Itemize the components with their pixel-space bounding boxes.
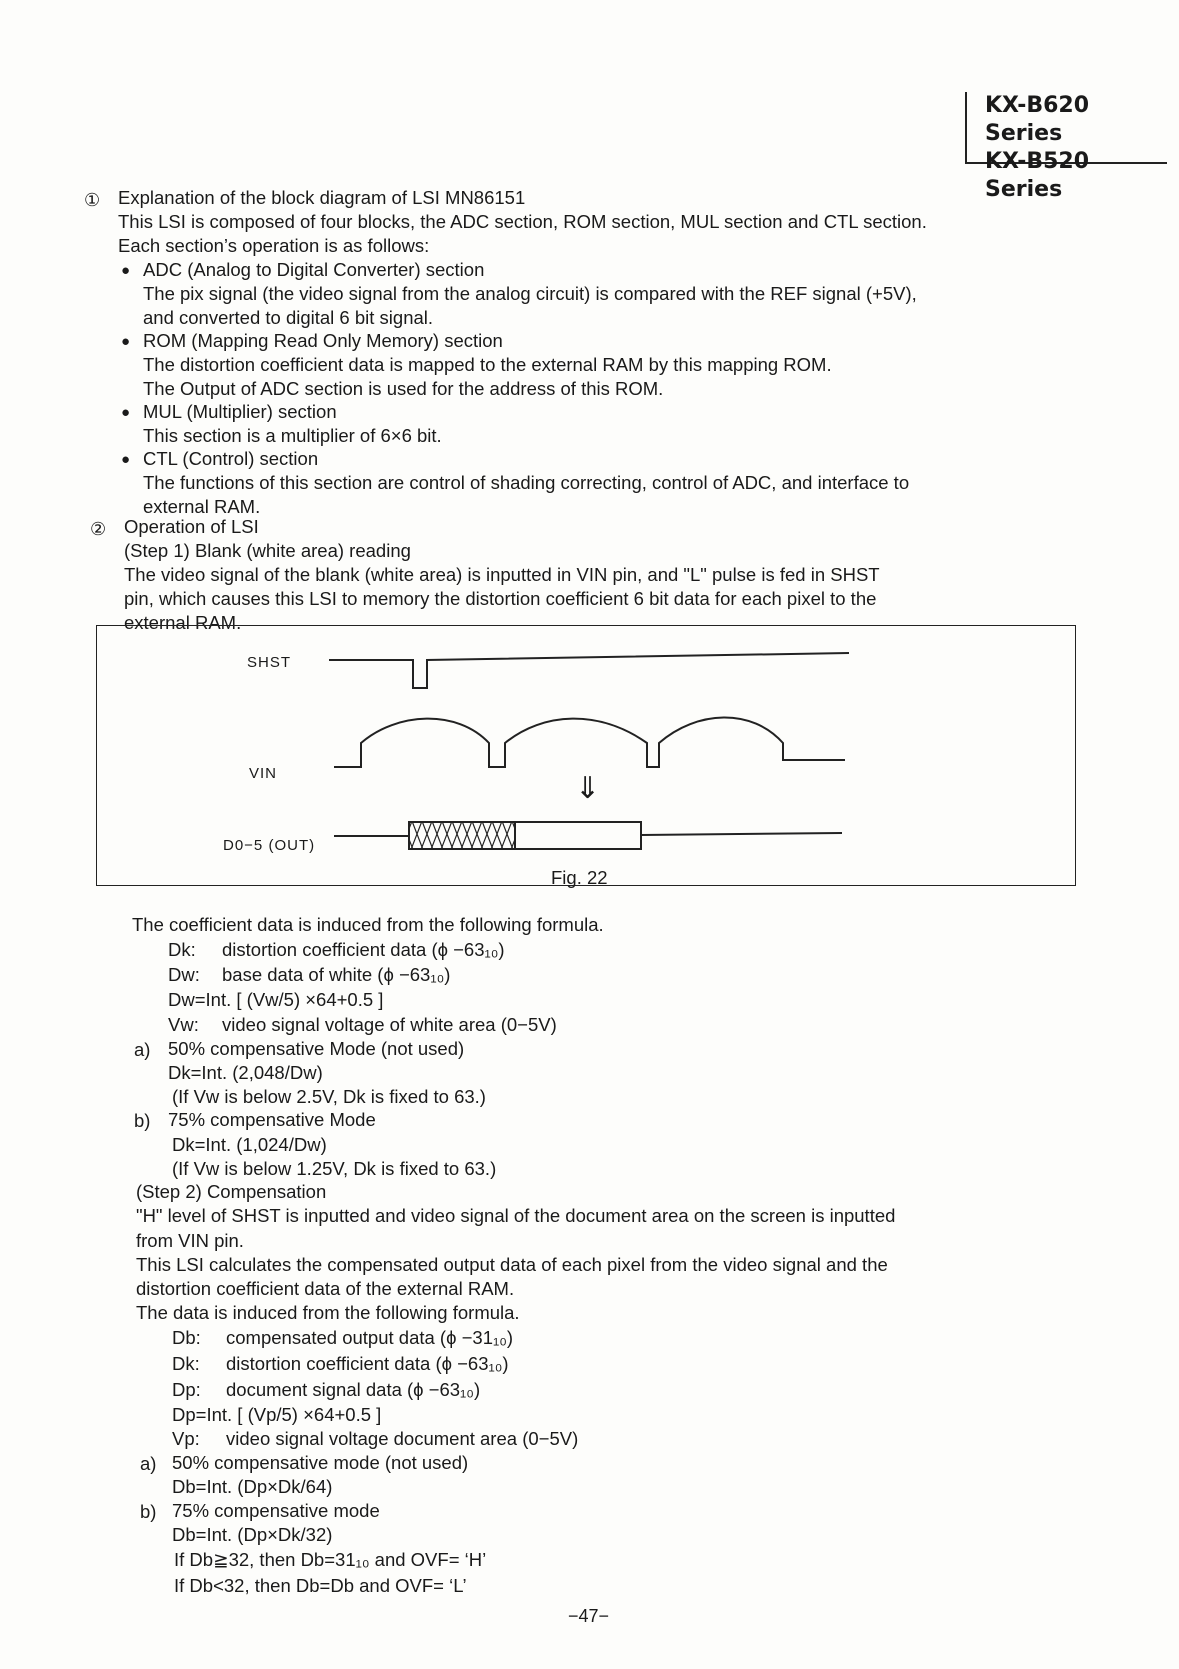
down-arrow-icon: ⇓ [575, 772, 601, 805]
bullet-mul: ● [121, 404, 131, 421]
step-1-line-1: The video signal of the blank (white area) is inputted in VIN pin, and "L" pulse is fed in SHST [124, 564, 880, 585]
section-1-title: Explanation of the block diagram of LSI MN86151 [118, 187, 526, 208]
mode2-a-label: a) [140, 1453, 157, 1474]
series-line-1: KX-B620 Series [985, 93, 1090, 146]
vw-symbol: Vw: [168, 1014, 199, 1035]
shst-waveform [329, 653, 849, 688]
mode-b-title: 75% compensative Mode [168, 1109, 376, 1130]
mode2-a-title: 50% compensative mode (not used) [172, 1452, 469, 1473]
step-2-line-2: from VIN pin. [136, 1230, 244, 1251]
step-1-line-3: external RAM. [124, 612, 242, 633]
mode2-b-condition-1: If Db≧32, then Db=31₁₀ and OVF= ‘H’ [174, 1549, 487, 1570]
series-header [965, 92, 1167, 202]
mode2-b-condition-2: If Db<32, then Db=Db and OVF= ‘L’ [174, 1575, 467, 1596]
step-1-line-2: pin, which causes this LSI to memory the distortion coefficient 6 bit data for each pixel to the [124, 588, 877, 609]
step-2-line-4: distortion coefficient data of the external RAM. [136, 1278, 515, 1299]
bullet-ctl: ● [121, 451, 131, 468]
series-line-2: KX-B520 Series [985, 149, 1090, 202]
mode-a-title: 50% compensative Mode (not used) [168, 1038, 465, 1059]
mode2-b-label: b) [140, 1501, 157, 1522]
vp-definition: video signal voltage document area (0−5V) [226, 1428, 579, 1449]
ctl-line-2: external RAM. [143, 496, 261, 517]
formula1-intro: The coefficient data is induced from the following formula. [132, 914, 604, 935]
dw-symbol: Dw: [168, 964, 200, 985]
section-2-title: Operation of LSI [124, 516, 259, 537]
mul-title: MUL (Multiplier) section [143, 401, 337, 422]
adc-line-1: The pix signal (the video signal from the analog circuit) is compared with the REF signal (+5V), [143, 283, 917, 304]
mode-a-note: (If Vw is below 2.5V, Dk is fixed to 63.) [172, 1086, 486, 1107]
vin-waveform [334, 717, 845, 767]
mode2-b-formula: Db=Int. (Dp×Dk/32) [172, 1524, 333, 1545]
dk2-symbol: Dk: [172, 1353, 200, 1374]
bullet-adc: ● [121, 262, 131, 279]
dp-formula: Dp=Int. [ (Vp/5) ×64+0.5 ] [172, 1404, 382, 1425]
ctl-line-1: The functions of this section are control of shading correcting, control of ADC, and interface to [143, 472, 910, 493]
step-1-title: (Step 1) Blank (white area) reading [124, 540, 411, 561]
bullet-rom: ● [121, 333, 131, 350]
section-2-number: ② [90, 519, 107, 539]
adc-title: ADC (Analog to Digital Converter) section [143, 259, 485, 280]
vin-label: VIN [249, 765, 278, 782]
step-2-line-5: The data is induced from the following formula. [136, 1302, 520, 1323]
dp-symbol: Dp: [172, 1379, 201, 1400]
section-1-intro-2: Each section’s operation is as follows: [118, 235, 430, 256]
dk-symbol: Dk: [168, 939, 196, 960]
mode-a-label: a) [134, 1039, 151, 1060]
rom-line-1: The distortion coefficient data is mapped to the external RAM by this mapping ROM. [143, 354, 832, 375]
out-invalid-block [409, 822, 515, 849]
mode-b-label: b) [134, 1110, 151, 1131]
section-1-number: ① [84, 190, 101, 210]
dp-definition: document signal data (ϕ −63₁₀) [226, 1379, 481, 1400]
step-2-line-3: This LSI calculates the compensated output data of each pixel from the video signal and the [136, 1254, 888, 1275]
vp-symbol: Vp: [172, 1428, 200, 1449]
mode-b-note: (If Vw is below 1.25V, Dk is fixed to 63.) [172, 1158, 497, 1179]
mode2-b-title: 75% compensative mode [172, 1500, 380, 1521]
out-label: D0−5 (OUT) [223, 837, 316, 854]
rom-line-2: The Output of ADC section is used for the address of this ROM. [143, 378, 664, 399]
mode-b-formula: Dk=Int. (1,024/Dw) [172, 1134, 327, 1155]
out-valid-block [515, 822, 641, 849]
timing-diagram [96, 625, 1076, 886]
dw-formula: Dw=Int. [ (Vw/5) ×64+0.5 ] [168, 989, 384, 1010]
waveform-canvas [97, 626, 1075, 885]
dw-definition: base data of white (ϕ −63₁₀) [222, 964, 451, 985]
vw-definition: video signal voltage of white area (0−5V) [222, 1014, 557, 1035]
step-2-line-1: "H" level of SHST is inputted and video signal of the document area on the screen is inputted [136, 1205, 896, 1226]
db-symbol: Db: [172, 1327, 201, 1348]
section-1-intro-1: This LSI is composed of four blocks, the ADC section, ROM section, MUL section and CTL section. [118, 211, 927, 232]
db-definition: compensated output data (ϕ −31₁₀) [226, 1327, 514, 1348]
mode2-a-formula: Db=Int. (Dp×Dk/64) [172, 1476, 333, 1497]
page-number: −47− [568, 1606, 610, 1626]
rom-title: ROM (Mapping Read Only Memory) section [143, 330, 503, 351]
mode-a-formula: Dk=Int. (2,048/Dw) [168, 1062, 323, 1083]
step-2-title: (Step 2) Compensation [136, 1181, 327, 1202]
ctl-title: CTL (Control) section [143, 448, 319, 469]
dk2-definition: distortion coefficient data (ϕ −63₁₀) [226, 1353, 509, 1374]
dk-definition: distortion coefficient data (ϕ −63₁₀) [222, 939, 505, 960]
shst-label: SHST [247, 654, 292, 671]
out-line-right [641, 833, 842, 835]
figure-caption: Fig. 22 [551, 867, 608, 888]
adc-line-2: and converted to digital 6 bit signal. [143, 307, 434, 328]
mul-line-1: This section is a multiplier of 6×6 bit. [143, 425, 442, 446]
